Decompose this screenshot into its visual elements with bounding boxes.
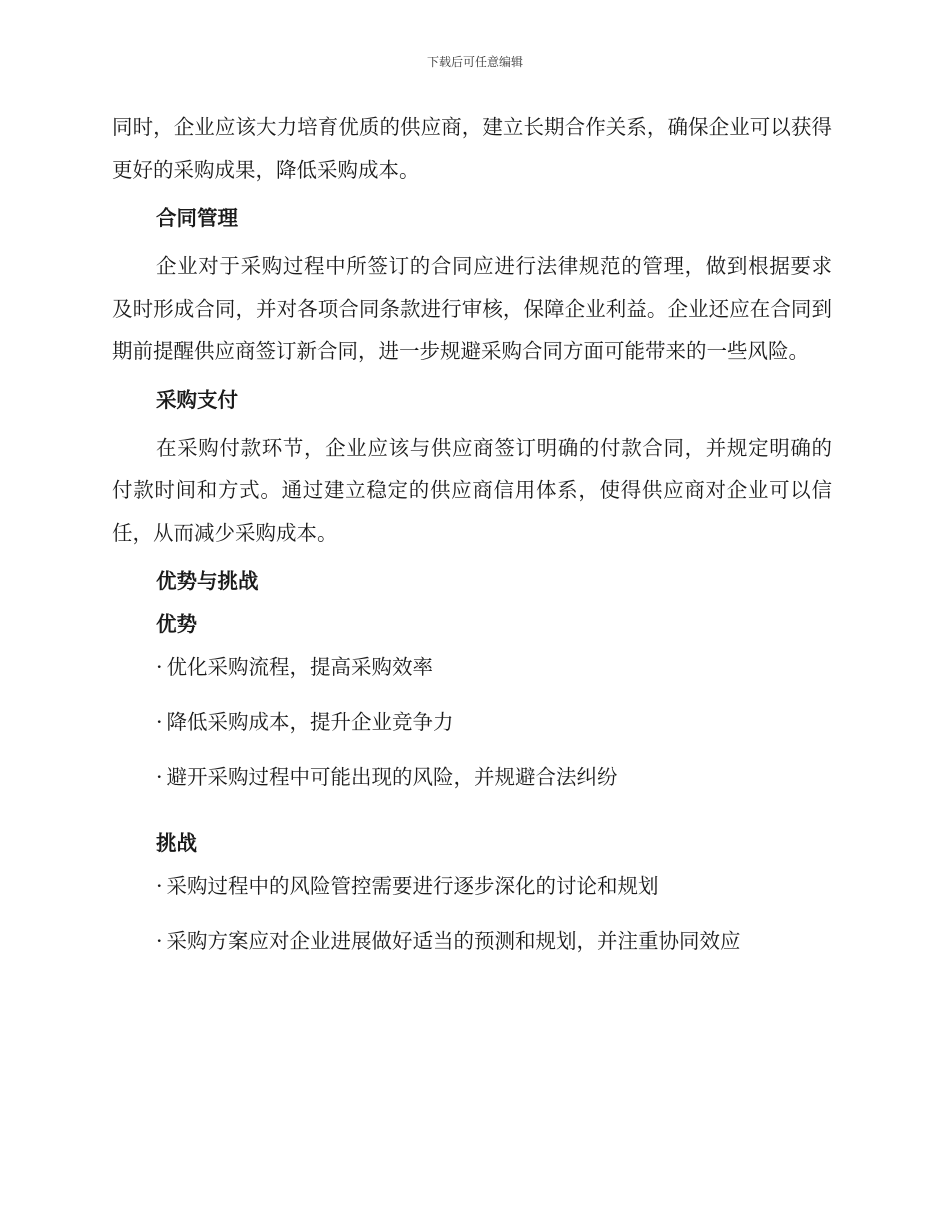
list-item xyxy=(112,651,832,706)
list-item-text: 采购过程中的风险管控需要进行逐步深化的讨论和规划 xyxy=(166,874,659,898)
list-item-text: 采购方案应对企业进展做好适当的预测和规划，并注重协同效应 xyxy=(166,929,741,953)
contract-heading: 合同管理 xyxy=(156,206,238,230)
list-item xyxy=(112,870,832,925)
bullet-icon: · xyxy=(156,874,163,898)
list-item xyxy=(112,706,832,761)
intro-paragraph: 同时，企业应该大力培育优质的供应商，建立长期合作关系，确保企业可以获得更好的采购成果，降低采购成本。 xyxy=(112,115,832,182)
bullet-icon: · xyxy=(156,655,163,679)
list-item xyxy=(112,761,832,816)
page-header: 下载后可任意编辑 xyxy=(426,55,523,69)
document-body xyxy=(112,106,832,980)
bullet-icon: · xyxy=(156,710,163,734)
list-item-text: 避开采购过程中可能出现的风险，并规避合法纠纷 xyxy=(166,765,618,789)
advantages-list xyxy=(112,651,832,816)
challenges-heading: 挑战 xyxy=(156,831,197,855)
list-item-text: 降低采购成本，提升企业竞争力 xyxy=(166,710,454,734)
bullet-icon: · xyxy=(156,929,163,953)
advantages-heading: 优势 xyxy=(156,612,197,636)
contract-paragraph: 企业对于采购过程中所签订的合同应进行法律规范的管理，做到根据要求及时形成合同，并对各项合同条款进行审核，保障企业利益。企业还应在合同到期前提醒供应商签订新合同，进一步规避采购合同方面可能带来的一些风险。 xyxy=(112,254,832,363)
payment-heading: 采购支付 xyxy=(156,387,238,412)
payment-paragraph: 在采购付款环节，企业应该与供应商签订明确的付款合同，并规定明确的付款时间和方式。通过建立稳定的供应商信用体系，使得供应商对企业可以信任，从而减少采购成本。 xyxy=(112,435,832,545)
pros-cons-heading: 优势与挑战 xyxy=(156,569,259,593)
bullet-icon: · xyxy=(156,765,163,789)
list-item-text: 优化采购流程，提高采购效率 xyxy=(166,655,434,679)
list-item xyxy=(112,925,832,980)
challenges-list xyxy=(112,870,832,980)
